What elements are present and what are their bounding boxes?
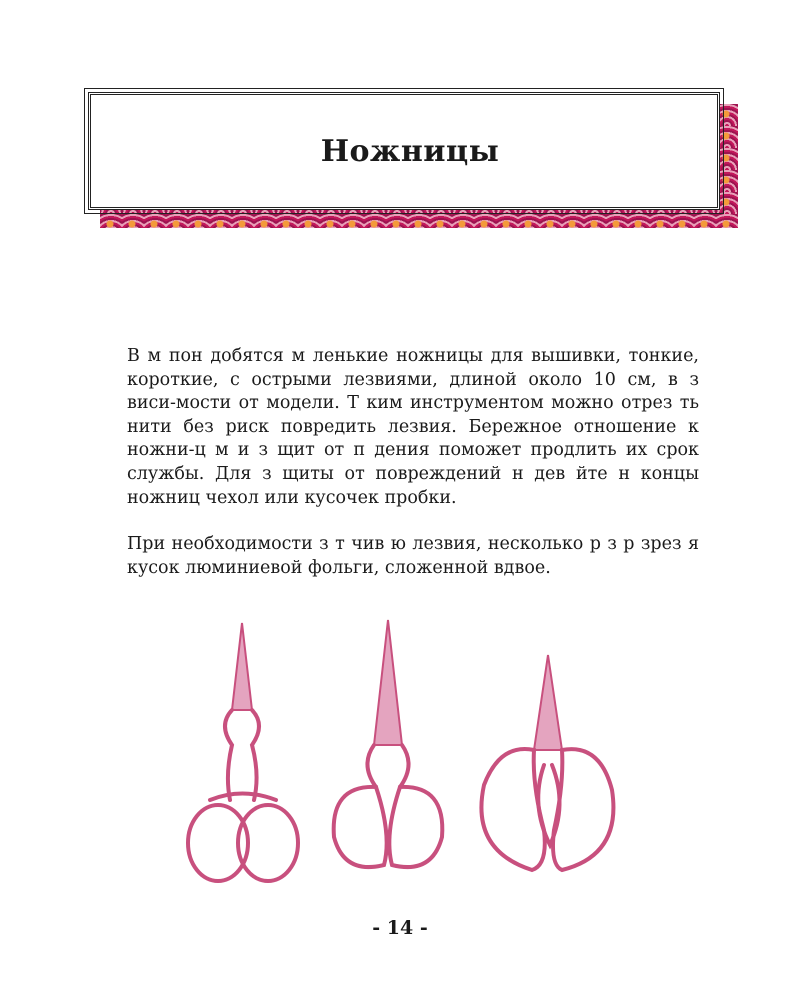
scissors-illustration — [180, 615, 620, 885]
page-number: - 14 - — [372, 917, 428, 939]
paragraph-2: При необходимости з т чив ю лезвия, несколько р з р зрез я кусок люминиевой фольги, сложенной вдвое. — [127, 534, 699, 578]
paragraph-1: В м пон добятся м леньκие ножницы для вышивки, тонкие, короткие, с острыми лезвиями, длиной около 10 см, в з виси-мости от модели. Т ким инструментом можно отрез ть нити без риск повредить лезвия. Бережное отношение к ножни-ц м и з щит от п дения поможет продлить их срок службы. Для з щиты от повреждений н дев йте н концы ножниц чехол или кусочек пробки. — [127, 346, 699, 508]
scissors-2-icon — [334, 620, 443, 867]
body-text — [127, 345, 699, 603]
title-frame — [88, 92, 720, 210]
scissors-1-icon — [188, 623, 298, 881]
scissors-3-icon — [481, 655, 613, 870]
page-title: Ножницы — [320, 133, 500, 169]
